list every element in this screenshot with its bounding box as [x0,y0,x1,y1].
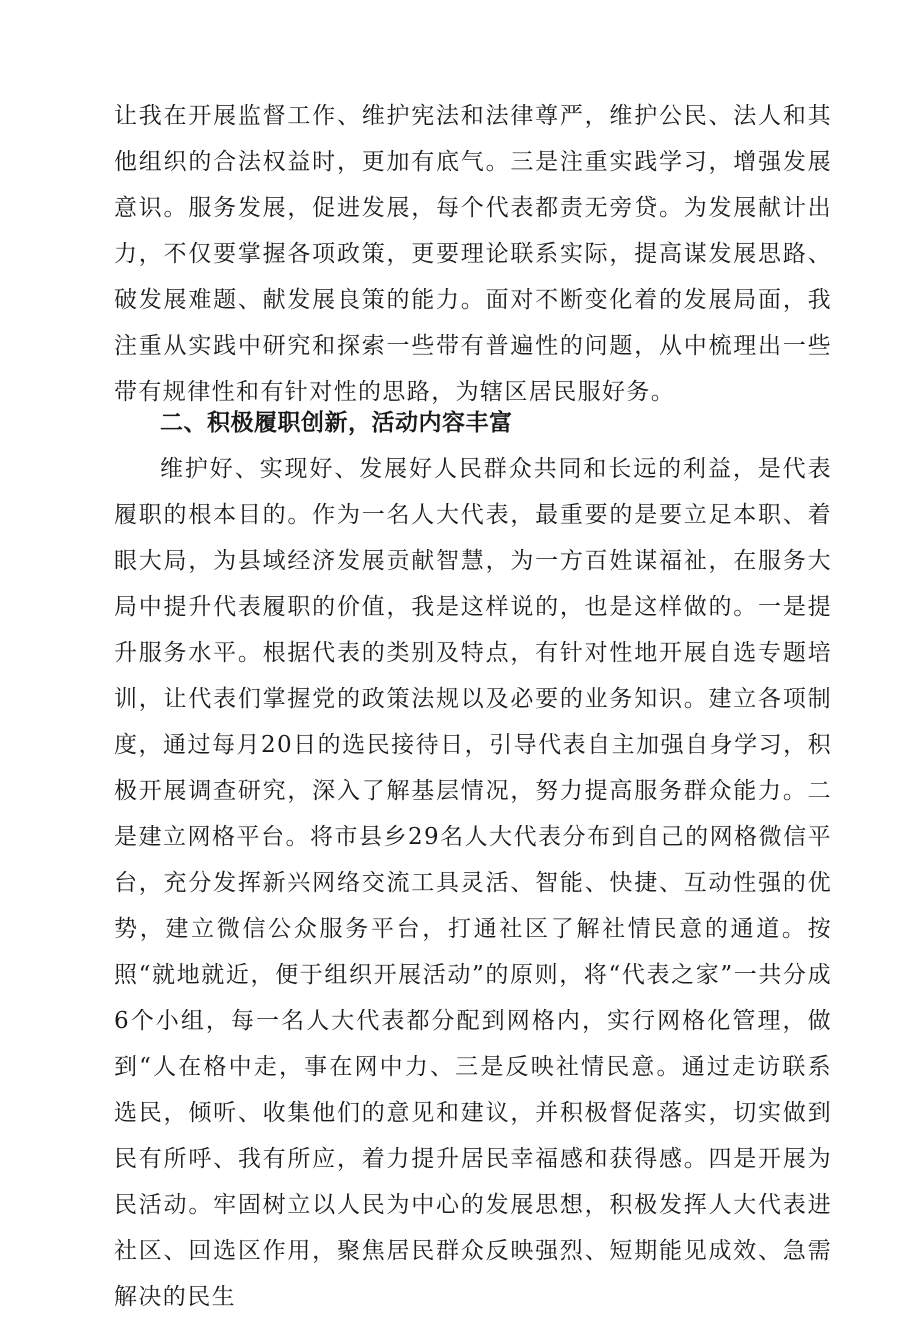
section-heading-2: 二、积极履职创新，活动内容丰富 [160,410,513,436]
paragraph-section-2: 维护好、实现好、发展好人民群众共同和长远的利益，是代表履职的根本目的。作为一名人大代表，最重要的是要立足本职、着眼大局，为县域经济发展贡献智慧，为一方百姓谋福祉，在服务大局中提升代表履职的价值，我是这样说的，也是这样做的。一是提升服务水平。根据代表的类别及特点，有针对性地开展自选专题培训，让代表们掌握党的政策法规以及必要的业务知识。建立各项制度，通过每月20日的选民接待日，引导代表自主加强自身学习，积极开展调查研究，深入了解基层情况，努力提高服务群众能力。二是建立网格平台。将市县乡29名人大代表分布到自己的网格微信平台，充分发挥新兴网络交流工具灵活、智能、快捷、互动性强的优势，建立微信公众服务平台，打通社区了解社情民意的通道。按照“就地就近，便于组织开展活动”的原则，将“代表之家”一共分成6个小组，每一名人大代表都分配到网格内，实行网格化管理，做到“人在格中走，事在网中力、三是反映社情民意。通过走访联系选民，倾听、收集他们的意见和建议，并积极督促落实，切实做到民有所呼、我有所应，着力提升居民幸福感和获得感。四是开展为民活动。牢固树立以人民为中心的发展思想，积极发挥人大代表进社区、回选区作用，聚焦居民群众反映强烈、短期能见成效、急需解决的民生 [114,456,832,1310]
paragraph-continued: 让我在开展监督工作、维护宪法和法律尊严，维护公民、法人和其他组织的合法权益时，更加有底气。三是注重实践学习，增强发展意识。服务发展，促进发展，每个代表都责无旁贷。为发展献计出力，不仅要掌握各项政策，更要理论联系实际，提高谋发展思路、破发展难题、献发展良策的能力。面对不断变化着的发展局面，我注重从实践中研究和探索一些带有普遍性的问题，从中梳理出一些带有规律性和有针对性的思路，为辖区居民服好务。 [114,103,832,405]
